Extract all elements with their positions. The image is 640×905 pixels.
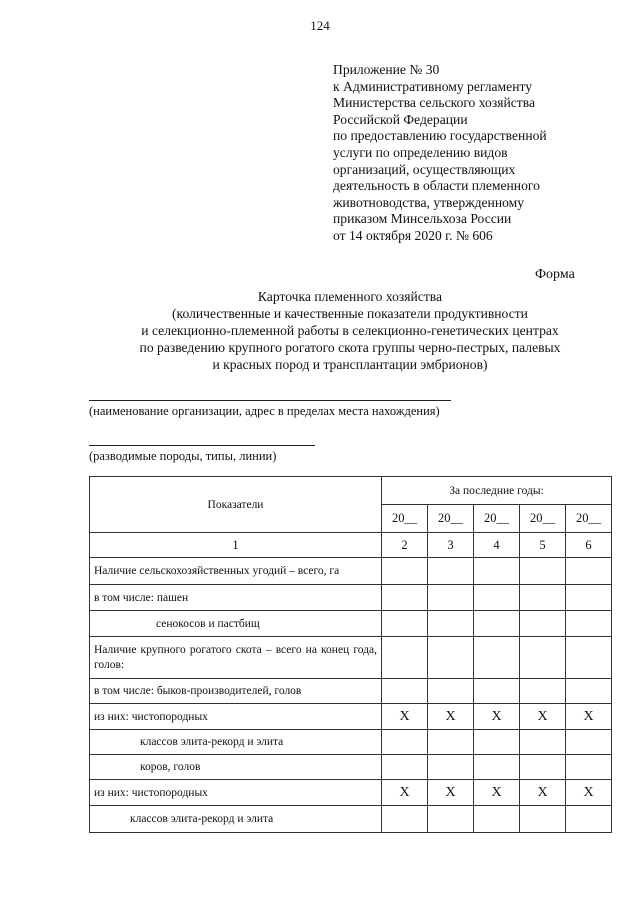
x-mark: X xyxy=(428,704,474,730)
value-cell[interactable] xyxy=(474,585,520,611)
table-row xyxy=(90,730,612,755)
breeds-caption: (разводимые породы, типы, линии) xyxy=(89,449,277,463)
value-cell[interactable] xyxy=(428,755,474,780)
value-cell[interactable] xyxy=(428,637,474,679)
appendix-line: Приложение № 30 xyxy=(333,62,440,77)
row-label: в том числе: пашен xyxy=(90,585,382,611)
value-cell[interactable] xyxy=(520,755,566,780)
org-caption: (наименование организации, адрес в пределах места нахождения) xyxy=(89,404,440,418)
x-mark: X xyxy=(428,780,474,806)
table-header-row xyxy=(90,477,612,505)
table-row xyxy=(90,806,612,833)
table-row xyxy=(90,637,612,679)
appendix-line: животноводства, утвержденному xyxy=(333,194,525,210)
x-mark: X xyxy=(566,704,612,730)
value-cell[interactable] xyxy=(428,806,474,833)
column-numbers-row xyxy=(90,533,612,558)
value-cell[interactable] xyxy=(520,637,566,679)
value-cell[interactable] xyxy=(382,637,428,679)
appendix-line: по предоставлению государственной xyxy=(333,128,547,144)
column-number: 5 xyxy=(520,533,566,558)
row-label: коров, голов xyxy=(90,755,382,780)
appendix-line: деятельность в области племенного xyxy=(333,178,540,194)
table-row xyxy=(90,585,612,611)
table-row xyxy=(90,780,612,806)
year-label: 20__ xyxy=(382,505,428,533)
row-label: Наличие крупного рогатого скота – всего на конец года, голов: xyxy=(90,637,382,679)
row-label: Наличие сельскохозяйственных угодий – всего, га xyxy=(90,558,382,585)
value-cell[interactable] xyxy=(566,730,612,755)
year-label: 20__ xyxy=(566,505,612,533)
row-label: в том числе: быков-производителей, голов xyxy=(90,679,382,704)
x-mark: X xyxy=(520,704,566,730)
x-mark: X xyxy=(382,704,428,730)
column-number: 4 xyxy=(474,533,520,558)
appendix-line: услуги по определению видов xyxy=(333,144,508,160)
column-number: 2 xyxy=(382,533,428,558)
column-number: 3 xyxy=(428,533,474,558)
x-mark: X xyxy=(382,780,428,806)
table-row xyxy=(90,558,612,585)
title-line: по разведению крупного рогатого скота группы черно-пестрых, палевых xyxy=(139,340,561,355)
value-cell[interactable] xyxy=(382,558,428,585)
value-cell[interactable] xyxy=(520,730,566,755)
value-cell[interactable] xyxy=(474,806,520,833)
value-cell[interactable] xyxy=(474,755,520,780)
table-row xyxy=(90,611,612,637)
value-cell[interactable] xyxy=(566,611,612,637)
header-indicators: Показатели xyxy=(90,477,382,533)
title-line: и селекционно-племенной работы в селекционно-генетических центрах xyxy=(141,323,559,338)
value-cell[interactable] xyxy=(566,637,612,679)
org-fill-line[interactable] xyxy=(89,400,451,401)
year-label: 20__ xyxy=(428,505,474,533)
x-mark: X xyxy=(520,780,566,806)
value-cell[interactable] xyxy=(428,558,474,585)
value-cell[interactable] xyxy=(428,585,474,611)
appendix-line: от 14 октября 2020 г. № 606 xyxy=(333,227,493,243)
appendix-line: Российской Федерации xyxy=(333,111,468,127)
title-line: (количественные и качественные показатели продуктивности xyxy=(172,306,528,321)
value-cell[interactable] xyxy=(566,755,612,780)
value-cell[interactable] xyxy=(428,679,474,704)
x-mark: X xyxy=(474,704,520,730)
form-label: Форма xyxy=(535,267,575,282)
appendix-line: организаций, осуществляющих xyxy=(333,161,516,177)
appendix-line: приказом Минсельхоза России xyxy=(333,211,512,227)
value-cell[interactable] xyxy=(474,730,520,755)
value-cell[interactable] xyxy=(382,679,428,704)
row-label: из них: чистопородных xyxy=(90,704,382,730)
table-row xyxy=(90,704,612,730)
breeds-fill-line[interactable] xyxy=(89,445,315,446)
value-cell[interactable] xyxy=(474,637,520,679)
appendix-line: Министерства сельского хозяйства xyxy=(333,95,535,111)
row-label: из них: чистопородных xyxy=(90,780,382,806)
x-mark: X xyxy=(474,780,520,806)
value-cell[interactable] xyxy=(382,806,428,833)
value-cell[interactable] xyxy=(382,611,428,637)
value-cell[interactable] xyxy=(520,806,566,833)
value-cell[interactable] xyxy=(520,611,566,637)
value-cell[interactable] xyxy=(520,558,566,585)
title-line: Карточка племенного хозяйства xyxy=(257,289,443,304)
row-label: сенокосов и пастбищ xyxy=(90,611,382,637)
document-title xyxy=(60,288,640,373)
page-number: 124 xyxy=(310,18,330,33)
indicators-table xyxy=(89,476,612,833)
value-cell[interactable] xyxy=(566,806,612,833)
value-cell[interactable] xyxy=(474,679,520,704)
value-cell[interactable] xyxy=(428,730,474,755)
title-line: и красных пород и трансплантации эмбрионов) xyxy=(212,357,488,372)
row-label: классов элита-рекорд и элита xyxy=(90,730,382,755)
value-cell[interactable] xyxy=(520,585,566,611)
value-cell[interactable] xyxy=(520,679,566,704)
table-row xyxy=(90,679,612,704)
row-label: классов элита-рекорд и элита xyxy=(90,806,382,833)
header-years: За последние годы: xyxy=(382,477,612,505)
appendix-block xyxy=(333,62,633,245)
value-cell[interactable] xyxy=(474,558,520,585)
value-cell[interactable] xyxy=(566,558,612,585)
value-cell[interactable] xyxy=(382,755,428,780)
x-mark: X xyxy=(566,780,612,806)
value-cell[interactable] xyxy=(382,730,428,755)
year-label: 20__ xyxy=(520,505,566,533)
column-number: 1 xyxy=(90,533,382,558)
table-row xyxy=(90,755,612,780)
year-label: 20__ xyxy=(474,505,520,533)
value-cell[interactable] xyxy=(428,611,474,637)
column-number: 6 xyxy=(566,533,612,558)
value-cell[interactable] xyxy=(566,585,612,611)
value-cell[interactable] xyxy=(474,611,520,637)
value-cell[interactable] xyxy=(382,585,428,611)
appendix-line: к Административному регламенту xyxy=(333,78,533,94)
value-cell[interactable] xyxy=(566,679,612,704)
